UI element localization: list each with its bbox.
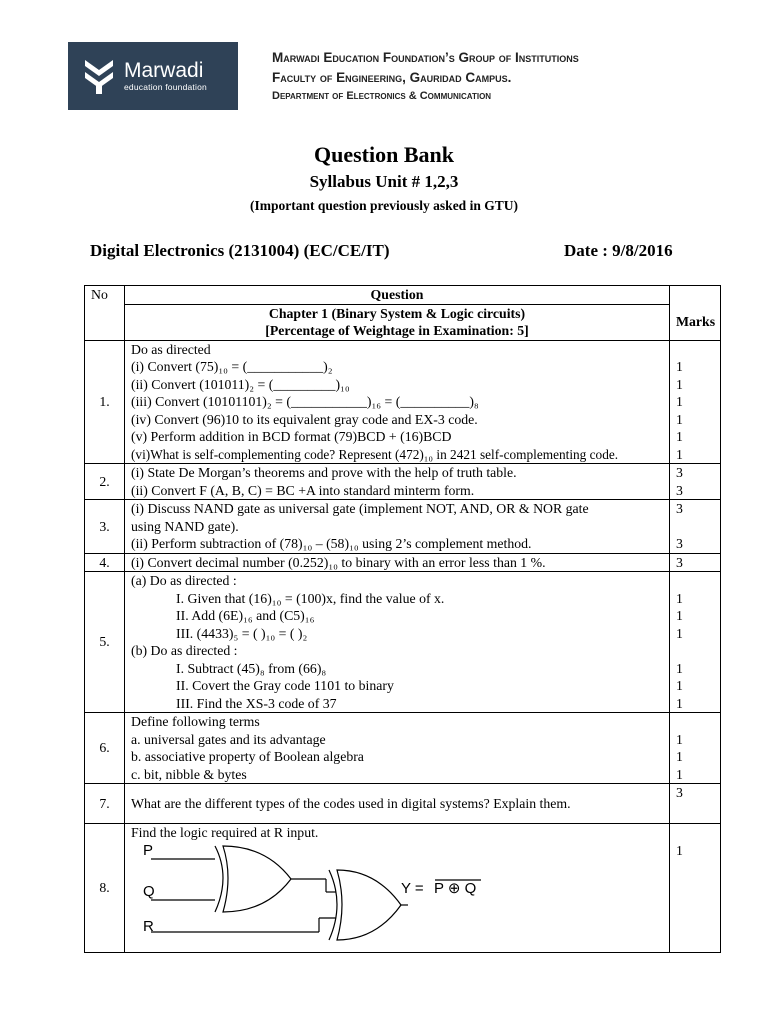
question-marks: 3 3 (670, 500, 721, 554)
question-text: Define following terms a. universal gates and its advantage b. associative property of Boolean algebra c. bit, nibble & bytes (125, 713, 670, 784)
output-expression: P ⊕ Q (434, 879, 477, 897)
table-row (85, 340, 721, 464)
question-number: 3. (85, 500, 125, 554)
question-marks: 3 (670, 553, 721, 572)
question-text: (i) Convert decimal number (0.252)₁₀ to binary with an error less than 1 %. (125, 553, 670, 572)
question-table (84, 285, 721, 953)
logo-name: Marwadi (124, 58, 204, 82)
question-marks: 1 1 1 1 1 1 (670, 340, 721, 464)
subject-title: Digital Electronics (2131004) (EC/CE/IT) (90, 241, 390, 260)
gtu-note: (Important question previously asked in GTU) (250, 198, 518, 213)
institution-line-2: Faculty of Engineering, Gauridad Campus. (272, 70, 512, 85)
table-row (85, 824, 721, 953)
table-row (85, 572, 721, 713)
question-text: Find the logic required at R input. P Q R Y = P ⊕ Q (125, 824, 670, 953)
input-label-q: Q (143, 882, 155, 900)
output-label: Y = (401, 879, 424, 897)
logo-subtitle: education foundation (124, 81, 207, 92)
chapter-title: Chapter 1 (Binary System & Logic circuits) (268, 305, 526, 321)
question-marks: 3 (670, 784, 721, 824)
chapter-weightage: [Percentage of Weightage in Examination: 5] (265, 323, 529, 338)
xor-gate-2 (329, 870, 337, 940)
col-header-question: Question (125, 286, 670, 305)
question-number: 6. (85, 713, 125, 784)
table-row (85, 553, 721, 572)
table-row (85, 464, 721, 500)
question-text: (i) Discuss NAND gate as universal gate (implement NOT, AND, OR & NOR gate using NAND gate). (ii) Perform subtraction of (78)₁₀ – (58)₁₀ using 2’s complement method. (125, 500, 670, 554)
col-header-no: No (85, 286, 125, 305)
question-number: 1. (85, 340, 125, 464)
xor-gate-1 (215, 846, 223, 912)
page-title: Question Bank (314, 142, 454, 167)
logic-circuit-diagram (131, 842, 663, 952)
input-label-p: P (143, 841, 154, 859)
question-number: 4. (85, 553, 125, 572)
question-text: (a) Do as directed : I. Given that (16)₁₀ = (100)x, find the value of x. II. Add (6E)₁₆ and (C5)₁₆ III. (4433)₅ = ( )₁₀ = ( )₂ (b) Do as directed : I. Subtract (45)₈ from (66)₈ II. Covert the Gray code 1101 to binary III. Find the XS-3 code of 37 (125, 572, 670, 713)
table-row (85, 784, 721, 824)
question-number: 7. (85, 784, 125, 824)
marwadi-emblem-icon (82, 56, 116, 96)
chapter-row (85, 304, 721, 340)
table-header-row (85, 286, 721, 305)
question-number: 8. (85, 824, 125, 953)
exam-date: Date : 9/8/2016 (564, 241, 673, 260)
question-text: Do as directed (i) Convert (75)₁₀ = (___________)₂ (ii) Convert (101011)₂ = (_________)₁₀ (iii) Convert (10101101)₂ = (___________)₁₆ = (__________)₈ (iv) Convert (96)10 to its equivalent gray code and EX-3 code. (v) Perform addition in BCD format (79)BCD + (16)BCD (vi)What is self-complementing code? Represent (472)₁₀ in 2421 self-complementing code. (125, 340, 670, 464)
syllabus-heading: Syllabus Unit # 1,2,3 (309, 172, 459, 191)
institution-line-3: Department of Electronics & Communication (272, 90, 492, 102)
question-marks: 1 (670, 824, 721, 953)
question-marks: 1 1 1 (670, 713, 721, 784)
marwadi-logo (68, 42, 238, 110)
input-label-r: R (143, 917, 154, 935)
col-header-marks: Marks (670, 304, 721, 340)
question-number: 2. (85, 464, 125, 500)
question-marks: 1 1 1 1 1 1 (670, 572, 721, 713)
question-text: (i) State De Morgan’s theorems and prove with the help of truth table. (ii) Convert F (A, B, C) = BC +A into standard minterm form. (125, 464, 670, 500)
table-row (85, 713, 721, 784)
question-number: 5. (85, 572, 125, 713)
question-text: What are the different types of the codes used in digital systems? Explain them. (125, 784, 670, 824)
institution-header (272, 48, 579, 104)
question-marks: 3 3 (670, 464, 721, 500)
table-row (85, 500, 721, 554)
institution-line-1: Marwadi Education Foundation’s Group of Institutions (272, 50, 579, 65)
